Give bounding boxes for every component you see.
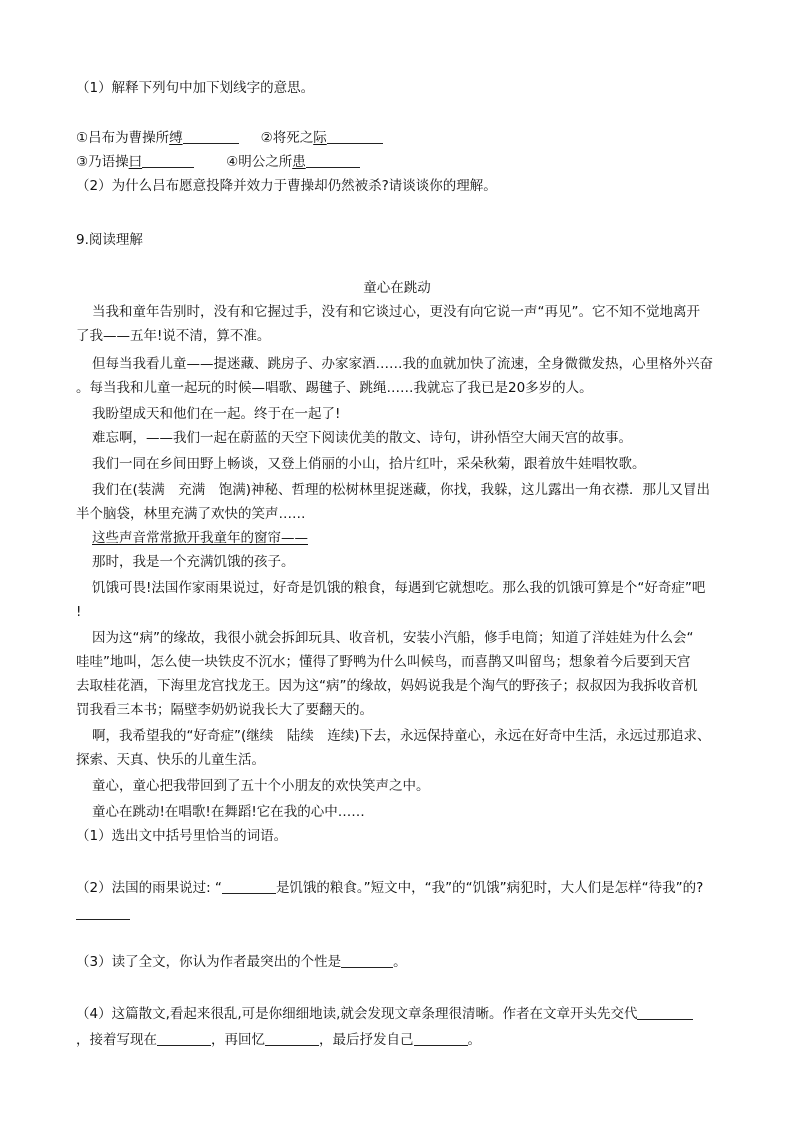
answer-blank[interactable] xyxy=(142,153,194,168)
passage-line: 饥饿可畏!法国作家雨果说过，好奇是饥饿的粮食，每遇到它就想吃。那么我的饥饿可算是个“好奇症”吧 xyxy=(92,580,706,596)
q8-subquestion-2: （2）为什么吕布愿意投降并效力于曹操却仍然被杀?请谈谈你的理解。 xyxy=(76,178,497,194)
answer-blank[interactable] xyxy=(327,129,383,144)
passage-line: 半个脑袋，林里充满了欢快的笑声…… xyxy=(76,506,306,522)
q8-items-row-2 xyxy=(76,152,718,172)
answer-blank[interactable] xyxy=(341,953,393,968)
passage-line: 去取桂花酒，下海里龙宫找龙王。因为这“病”的缘故，妈妈说我是个淘气的野孩子；叔叔因为我拆收音机 xyxy=(76,678,698,694)
passage-line: ! xyxy=(76,604,82,620)
q9-subquestion-4: （4）这篇散文,看起来很乱,可是你细细地读,就会发现文章条理很清晰。作者在文章开头先交代 xyxy=(76,1004,718,1024)
passage-line: 童心，童心把我带回到了五十个小朋友的欢快笑声之中。 xyxy=(92,778,430,794)
answer-blank[interactable] xyxy=(222,879,276,894)
q9-subquestion-2: （2）法国的雨果说过: “ 是饥饿的粮食。”短文中，“我”的“饥饿”病犯时，大人们是怎样“待我”的? xyxy=(76,880,704,896)
q9-subquestion-4-cont: ，接着写现在 ，再回忆 ，最后抒发自己 。 xyxy=(76,1032,481,1048)
passage-line: 罚我看三本书；隔壁李奶奶说我长大了要翻天的。 xyxy=(76,702,373,718)
passage-line: 当我和童年告别时，没有和它握过手，没有和它谈过心，更没有向它说一声“再见”。它不知不觉地离开 xyxy=(92,304,700,320)
passage-line: 我们在(装满 充满 饱满)神秘、哲理的松树林里捉迷藏，你找，我躲，这儿露出一角衣襟．那儿又冒出 xyxy=(92,482,711,498)
passage-line: 难忘啊，——我们一起在蔚蓝的天空下阅读优美的散文、诗句，讲孙悟空大闹天宫的故事。 xyxy=(92,430,632,446)
passage-line: 因为这“病”的缘故，我很小就会拆卸玩具、收音机，安装小汽船，修手电筒；知道了洋娃娃为什么会“ xyxy=(92,630,694,646)
answer-blank[interactable] xyxy=(265,1031,319,1046)
passage-line: 探索、天真、快乐的儿童生活。 xyxy=(76,752,265,768)
answer-blank[interactable] xyxy=(637,1005,693,1020)
answer-blank[interactable] xyxy=(76,905,130,920)
passage-line: 了我——五年!说不清，算不准。 xyxy=(76,328,271,344)
q8-item-2: ②将死之际 xyxy=(260,130,327,146)
passage-line: 但每当我看儿童——提迷藏、跳房子、办家家酒……我的血就加快了流速，全身微微发热，心里格外兴奋 xyxy=(92,356,713,372)
passage-line: 我们一同在乡间田野上畅谈，又登上俏丽的小山，拾片红叶，采朵秋菊，跟着放牛娃唱牧歌。 xyxy=(92,456,646,472)
passage-title: 童心在跳动 xyxy=(363,280,431,296)
q9-subquestion-2-answer xyxy=(76,904,718,924)
q8-item-4: ④明公之所患 xyxy=(226,154,306,170)
q9-subquestion-3: （3）读了全文，你认为作者最突出的个性是 。 xyxy=(76,954,407,970)
passage-line: 哇哇”地叫，怎么使一块铁皮不沉水；懂得了野鸭为什么叫候鸟，而喜鹊又叫留鸟；想象着今后要到天宫 xyxy=(76,654,691,670)
q9-heading: 9.阅读理解 xyxy=(76,232,143,248)
q8-item-1: ①吕布为曹操所缚 xyxy=(76,130,183,146)
q9-subquestion-1: （1）选出文中括号里恰当的词语。 xyxy=(76,828,288,844)
answer-blank[interactable] xyxy=(183,129,239,144)
passage-line: 童心在跳动!在唱歌!在舞蹈!它在我的心中…… xyxy=(92,804,365,820)
passage-line: 啊，我希望我的“好奇症”(继续 陆续 连续)下去，永远保持童心，永远在好奇中生活，永远过那追求、 xyxy=(92,728,711,744)
passage-line: 。每当我和儿童一起玩的时候—唱歌、踢毽子、跳绳……我就忘了我已是20多岁的人。 xyxy=(76,380,593,396)
q8-item-3: ③乃语操曰 xyxy=(76,154,143,170)
passage-line: 我盼望成天和他们在一起。终于在一起了! xyxy=(92,406,341,422)
answer-blank[interactable] xyxy=(306,153,360,168)
q8-items-row-1 xyxy=(76,128,718,148)
passage-line-underlined: 这些声音常常掀开我童年的窗帘—— xyxy=(92,530,308,546)
answer-blank[interactable] xyxy=(157,1031,211,1046)
q8-subquestion-1: （1）解释下列句中加下划线字的意思。 xyxy=(76,80,315,96)
answer-blank[interactable] xyxy=(414,1031,468,1046)
passage-line: 那时，我是一个充满饥饿的孩子。 xyxy=(92,554,295,570)
